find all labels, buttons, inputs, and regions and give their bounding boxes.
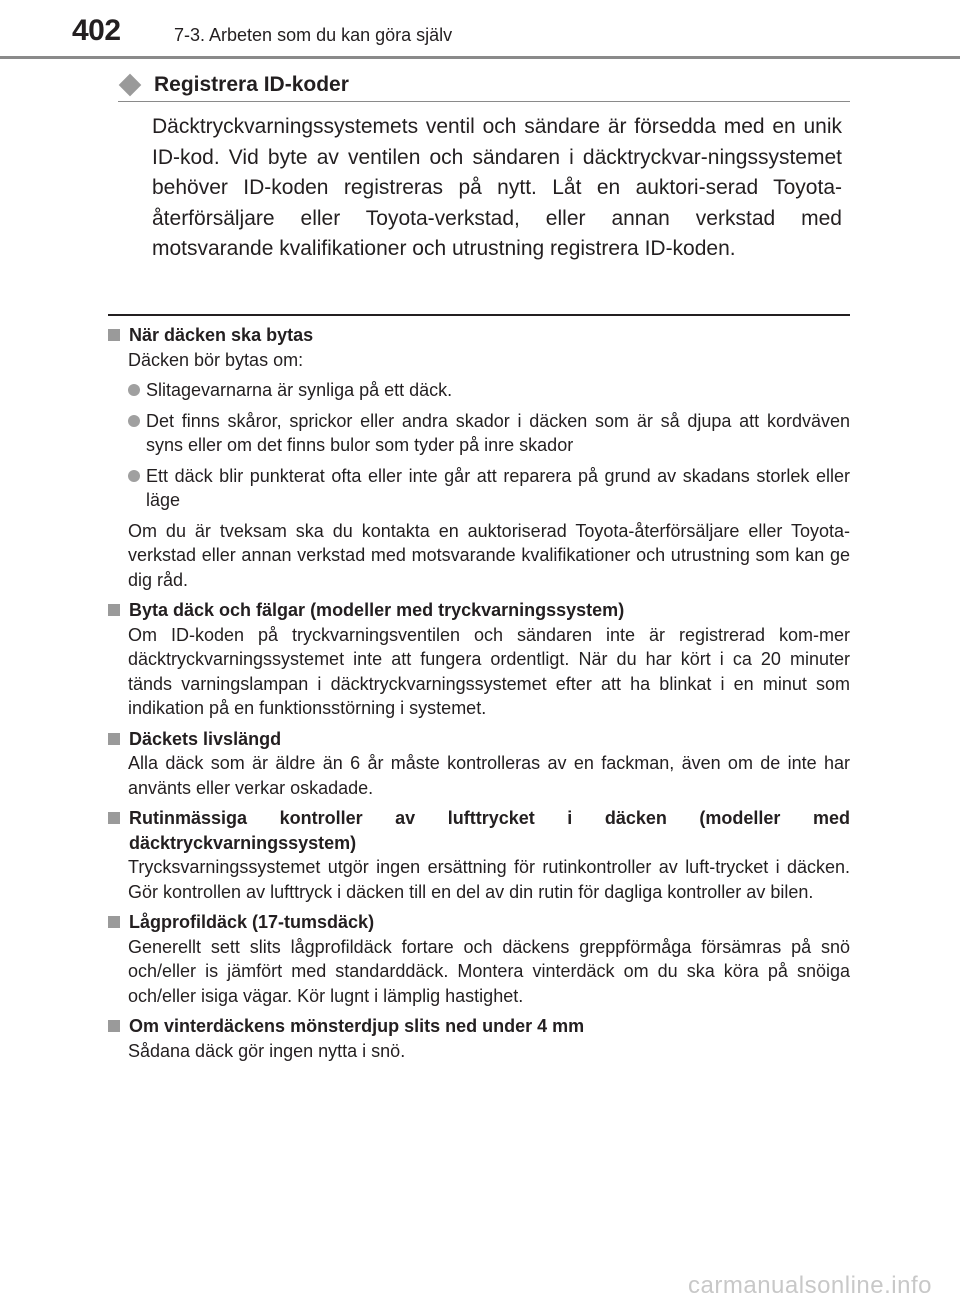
chapter-title: 7-3. Arbeten som du kan göra själv (174, 25, 453, 45)
round-bullet-icon (128, 384, 140, 396)
section-divider (108, 314, 850, 316)
item-heading: Byta däck och fälgar (modeller med tryckvarningssystem) (129, 600, 625, 620)
item-tire-wheel-change (108, 598, 850, 721)
section-intro: Däcktryckvarningssystemets ventil och sändare är försedda med en unik ID-kod. Vid byte av ventilen och sändaren i däcktryckvar-ningssystemet behöver ID-koden registreras på nytt. Låt en auktori-serad Toyota-återförsäljare eller Toyota-verkstad, eller annan verkstad med motsvarande kvalifikationer och utrustning registrera ID-koden. (152, 115, 842, 260)
item-note: Om du är tveksam ska du kontakta en auktoriserad Toyota-återförsäljare eller Toyota-verkstad eller annan verkstad med motsvarande kvalifikationer och utrustning som kan ge dig råd. (128, 520, 850, 590)
list-item (128, 378, 850, 403)
square-bullet-icon (108, 1020, 120, 1032)
section-rule (118, 101, 850, 102)
diamond-icon (119, 74, 142, 97)
item-body: Om ID-koden på tryckvarningsventilen och sändaren inte är registrerad kom-mer däcktryckvarningssystemet inte att fungera ordentligt. När du har kört i ca 20 minuter tänds varningslampan i däcktryckvarningssystemet efter att ha blinkat i en minut som indikation på en funktionsstörning i systemet. (128, 624, 850, 718)
item-pressure-checks (108, 806, 850, 904)
square-bullet-icon (108, 812, 120, 824)
round-bullet-icon (128, 415, 140, 427)
item-heading: När däcken ska bytas (129, 325, 314, 345)
list-item (128, 464, 850, 513)
content (108, 323, 850, 1069)
item-body: Generellt sett slits lågprofildäck fortare och däckens greppförmåga försämras på snö och/eller is jämfört med standarddäck. Montera vinterdäck om du ska köra på snöiga och/eller isiga vägar. Kör lugnt i lämplig hastighet. (128, 936, 850, 1006)
item-heading: Lågprofildäck (17-tumsdäck) (129, 912, 375, 932)
watermark: carmanualsonline.info (688, 1272, 932, 1299)
square-bullet-icon (108, 916, 120, 928)
section-heading (118, 68, 349, 102)
square-bullet-icon (108, 733, 120, 745)
list-item-text: Ett däck blir punkterat ofta eller inte går att reparera på grund av skadans storlek eller läge (146, 465, 850, 510)
item-tire-replacement (108, 323, 850, 592)
item-body: Alla däck som är äldre än 6 år måste kontrolleras av en fackman, även om de inte har använts eller verkar oskadade. (128, 753, 850, 798)
round-bullet-icon (128, 470, 140, 482)
item-winter-tread-depth (108, 1014, 850, 1063)
item-body: Sådana däck gör ingen nytta i snö. (128, 1040, 406, 1061)
item-tire-lifespan (108, 727, 850, 801)
list-item (128, 409, 850, 458)
page-header (0, 0, 960, 56)
page-number: 402 (72, 14, 121, 47)
item-heading: Rutinmässiga kontroller av lufttrycket i däcken (modeller med däcktryckvarningssystem) (129, 808, 850, 853)
item-body: Däcken bör bytas om: (128, 349, 304, 370)
list-item-text: Det finns skåror, sprickor eller andra skador i däcken som är så djupa att kordväven syns eller om det finns bulor som tyder på inre skador (146, 410, 850, 455)
item-body: Trycksvarningssystemet utgör ingen ersättning för rutinkontroller av luft-trycket i däcken. Gör kontrollen av lufttryck i däcken till en del av din rutin för dagliga kontroller av bilen. (128, 857, 850, 902)
square-bullet-icon (108, 604, 120, 616)
item-low-profile-tires (108, 910, 850, 1008)
list-item-text: Slitagevarnarna är synliga på ett däck. (146, 380, 453, 400)
item-heading: Däckets livslängd (129, 728, 282, 749)
section-title: Registrera ID-koder (154, 73, 349, 96)
item-heading: Om vinterdäckens mönsterdjup slits ned under 4 mm (129, 1016, 585, 1036)
header-rule (0, 56, 960, 59)
square-bullet-icon (108, 329, 120, 341)
